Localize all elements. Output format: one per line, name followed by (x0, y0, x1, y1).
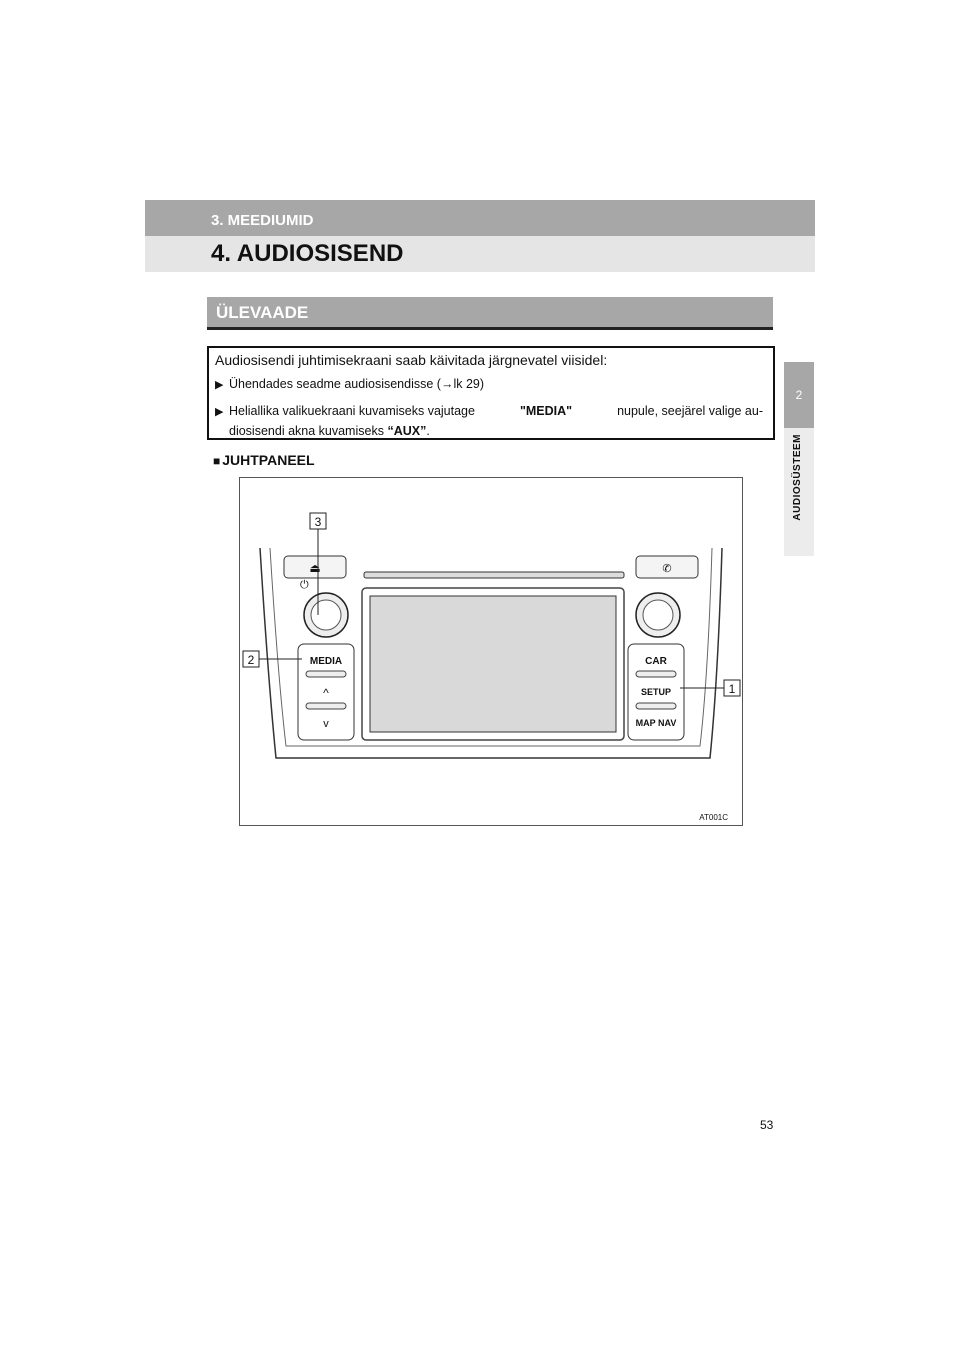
bullet-triangle-icon: ▶ (215, 406, 224, 418)
side-tab-label: AUDIOSÜSTEEM (792, 434, 803, 521)
power-icon: ⏻ (300, 579, 309, 591)
page-number: 53 (760, 1118, 774, 1132)
panel-subheading-text: JUHTPANEEL (222, 452, 315, 468)
media-button-label: MEDIA (309, 656, 343, 667)
figure-code: AT001C (699, 813, 728, 822)
bullet-text: nupule, seejärel valige au- (617, 404, 763, 418)
eject-icon: ⏏ (309, 561, 321, 575)
bullet-end: . (426, 424, 430, 438)
side-tab-number-text: 2 (795, 388, 803, 402)
callout-3: 3 (314, 515, 322, 529)
setup-button-label: SETUP (640, 687, 672, 697)
bullet-text: Heliallika valikuekraani kuvamiseks vajutage (229, 404, 475, 418)
control-panel-illustration (240, 478, 742, 825)
square-bullet-icon: ■ (213, 454, 221, 468)
bullet-text: diosisendi akna kuvamiseks (229, 424, 384, 438)
media-keyword: "MEDIA" (519, 404, 573, 418)
panel-subheading (213, 452, 315, 468)
bullet-item (215, 402, 763, 441)
overview-heading-text: ÜLEVAADE (216, 303, 309, 322)
car-button-label: CAR (645, 656, 667, 667)
bullet-triangle-icon: ▶ (215, 379, 224, 391)
callout-2: 2 (247, 653, 255, 667)
map-nav-button-label: MAP NAV (635, 718, 677, 728)
chapter-bar (145, 200, 815, 236)
aux-keyword: “AUX” (387, 424, 427, 438)
side-tab-number (784, 362, 814, 428)
phone-icon: ✆ (662, 563, 672, 575)
bullet-item (215, 377, 484, 391)
info-box (207, 346, 775, 440)
control-panel-figure (239, 477, 743, 826)
chapter-label: 3. MEEDIUMID (211, 212, 314, 229)
up-arrow-icon: ^ (323, 686, 329, 700)
callout-1: 1 (728, 682, 736, 696)
section-bar (145, 236, 815, 272)
down-arrow-icon: v (323, 718, 329, 730)
overview-heading (207, 297, 773, 330)
bullet-text: Ühendades seadme audiosisendisse (→lk 29) (229, 377, 485, 391)
info-intro: Audiosisendi juhtimisekraani saab käivitada järgnevatel viisidel: (215, 352, 608, 368)
section-title: 4. AUDIOSISEND (211, 240, 404, 267)
side-tab-label-box (784, 428, 814, 556)
